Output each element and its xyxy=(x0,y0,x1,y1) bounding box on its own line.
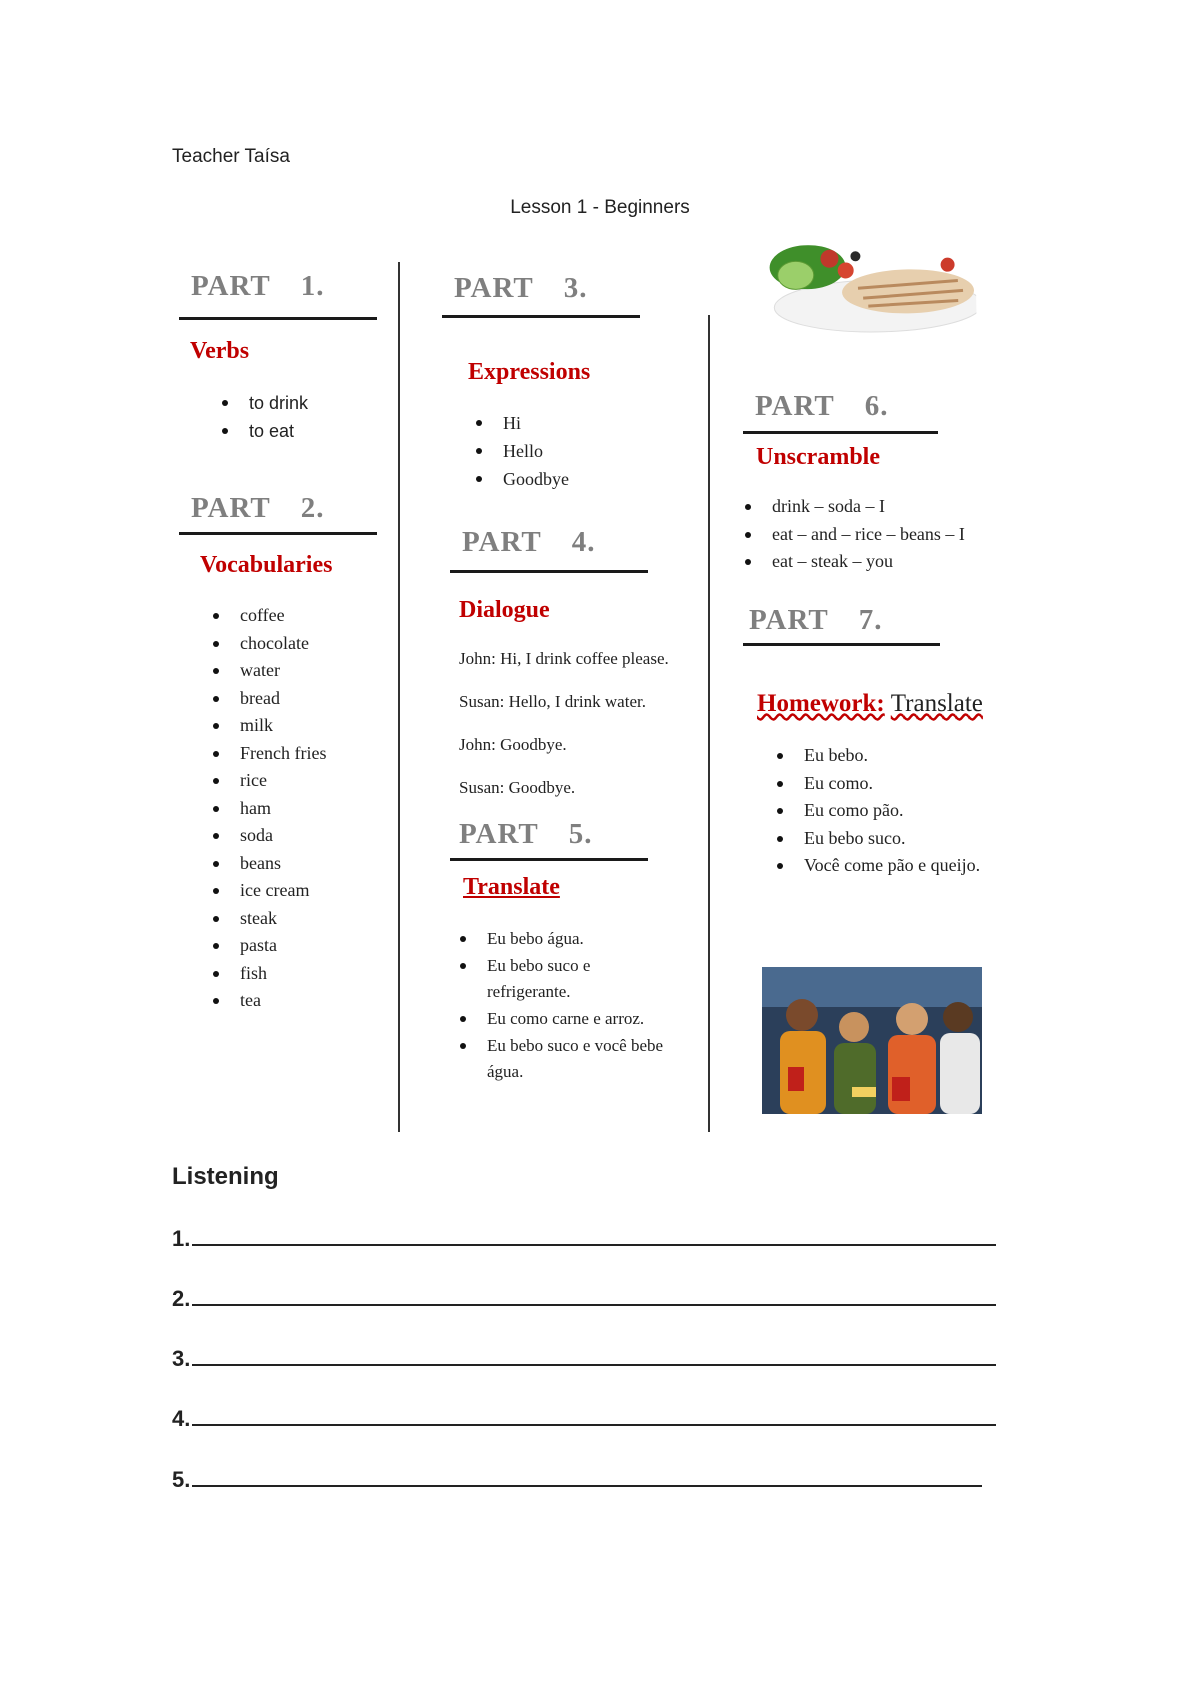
part-6-title: Unscramble xyxy=(756,444,880,470)
part-3-title: Expressions xyxy=(468,359,591,385)
part-2-rule xyxy=(179,532,377,535)
list-item: bread xyxy=(210,685,326,713)
answer-line xyxy=(172,1346,996,1372)
part-1-heading: PART 1. xyxy=(191,270,325,302)
part-5-rule xyxy=(450,858,648,861)
food-plate-illustration xyxy=(767,242,977,336)
answer-line xyxy=(172,1226,996,1252)
dialogue-line: John: Hi, I drink coffee please. xyxy=(459,649,669,668)
part-3-rule xyxy=(442,315,640,318)
list-item: Eu bebo água. xyxy=(457,926,677,952)
homework-task: Translate xyxy=(890,690,983,717)
list-item: rice xyxy=(210,767,326,795)
column-divider-left xyxy=(398,262,400,1132)
list-item: Goodbye xyxy=(473,465,569,493)
list-item: chocolate xyxy=(210,630,326,658)
part-5-title: Translate xyxy=(463,874,560,900)
part-7-rule xyxy=(743,643,940,646)
list-item: Eu bebo suco e você bebe água. xyxy=(457,1033,677,1085)
list-item: water xyxy=(210,657,326,685)
answer-number: 4. xyxy=(172,1406,191,1431)
list-item: tea xyxy=(210,987,326,1015)
part-5-heading: PART 5. xyxy=(459,818,593,850)
list-item: drink – soda – I xyxy=(742,493,965,521)
list-item: steak xyxy=(210,905,326,933)
list-item: to drink xyxy=(219,389,308,417)
answer-blank[interactable] xyxy=(192,1406,996,1426)
list-item: Eu bebo suco e refrigerante. xyxy=(457,953,677,1005)
list-item: ham xyxy=(210,795,326,823)
answer-blank[interactable] xyxy=(192,1286,996,1306)
list-item: Eu bebo. xyxy=(774,742,980,770)
list-item: milk xyxy=(210,712,326,740)
dialogue-block xyxy=(459,637,719,809)
answer-line xyxy=(172,1286,996,1312)
answer-blank[interactable] xyxy=(192,1467,982,1487)
homework-label: Homework: xyxy=(757,690,885,717)
vocabulary-list xyxy=(210,602,326,1015)
translate-list xyxy=(457,926,677,1086)
list-item: Você come pão e queijo. xyxy=(774,852,980,880)
part-2-title: Vocabularies xyxy=(200,552,333,578)
part-3-heading: PART 3. xyxy=(454,272,588,304)
answer-number: 5. xyxy=(172,1467,191,1492)
list-item: Eu bebo suco. xyxy=(774,825,980,853)
list-item: beans xyxy=(210,850,326,878)
verbs-list xyxy=(219,389,308,445)
teacher-name: Teacher Taísa xyxy=(172,146,290,167)
people-at-movies-illustration xyxy=(762,967,982,1114)
part-7-heading: PART 7. xyxy=(749,604,883,636)
part-2-heading: PART 2. xyxy=(191,492,325,524)
list-item: eat – and – rice – beans – I xyxy=(742,521,965,549)
part-4-rule xyxy=(450,570,648,573)
list-item: French fries xyxy=(210,740,326,768)
part-6-rule xyxy=(743,431,938,434)
list-item: eat – steak – you xyxy=(742,548,965,576)
list-item: coffee xyxy=(210,602,326,630)
dialogue-line: Susan: Goodbye. xyxy=(459,778,576,797)
answer-blank[interactable] xyxy=(192,1346,996,1366)
answer-line xyxy=(172,1467,982,1493)
list-item: Eu como. xyxy=(774,770,980,798)
answer-blank[interactable] xyxy=(192,1226,996,1246)
answer-line xyxy=(172,1406,996,1432)
part-6-heading: PART 6. xyxy=(755,390,889,422)
list-item: fish xyxy=(210,960,326,988)
answer-number: 1. xyxy=(172,1226,191,1251)
list-item: pasta xyxy=(210,932,326,960)
list-item: soda xyxy=(210,822,326,850)
part-4-heading: PART 4. xyxy=(462,526,596,558)
part-1-rule xyxy=(179,317,377,320)
list-item: Eu como carne e arroz. xyxy=(457,1006,677,1032)
homework-list xyxy=(774,742,980,880)
answer-number: 3. xyxy=(172,1346,191,1371)
part-1-title: Verbs xyxy=(190,338,250,364)
part-4-title: Dialogue xyxy=(459,597,550,623)
list-item: Eu como pão. xyxy=(774,797,980,825)
expressions-list xyxy=(473,409,569,493)
food-image xyxy=(767,242,977,336)
list-item: ice cream xyxy=(210,877,326,905)
answer-number: 2. xyxy=(172,1286,191,1311)
people-image xyxy=(762,967,982,1114)
dialogue-line: John: Goodbye. xyxy=(459,735,567,754)
list-item: to eat xyxy=(219,417,308,445)
lesson-title: Lesson 1 - Beginners xyxy=(510,197,690,218)
listening-heading: Listening xyxy=(172,1163,279,1190)
part-7-title xyxy=(757,690,983,718)
list-item: Hi xyxy=(473,409,569,437)
list-item: Hello xyxy=(473,437,569,465)
dialogue-line: Susan: Hello, I drink water. xyxy=(459,692,646,711)
unscramble-list xyxy=(742,493,965,576)
